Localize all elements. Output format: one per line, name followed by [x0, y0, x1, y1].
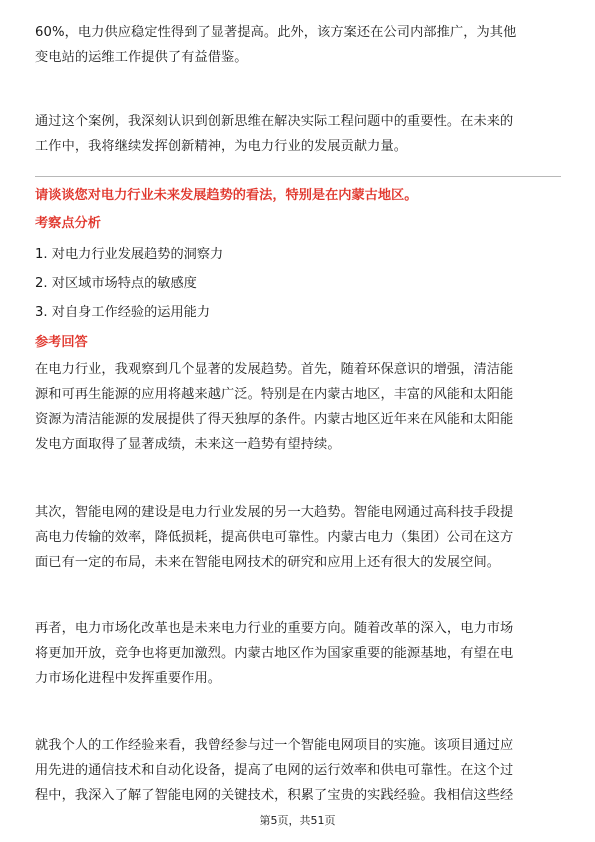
- text-line: 其次，智能电网的建设是电力行业发展的另一大趋势。智能电网通过高科技手段提: [35, 505, 514, 520]
- text-line: 发电方面取得了显著成绩，未来这一趋势有望持续。: [35, 437, 341, 452]
- text-line: 工作中，我将继续发挥创新精神，为电力行业的发展贡献力量。: [35, 139, 408, 154]
- text-line: 通过这个案例，我深刻认识到创新思维在解决实际工程问题中的重要性。在未来的: [35, 114, 514, 129]
- list-item: 1. 对电力行业发展趋势的洞察力: [35, 247, 224, 262]
- analysis-heading: 考察点分析: [35, 216, 101, 231]
- text-line: 面已有一定的布局，未来在智能电网技术的研究和应用上还有很大的发展空间。: [35, 555, 501, 570]
- answer-paragraph-2: [35, 500, 561, 575]
- analysis-points-list: [35, 240, 561, 327]
- page-number: 第5页，共51页: [259, 814, 336, 827]
- list-item: 2. 对区域市场特点的敏感度: [35, 276, 197, 291]
- section-divider: [35, 176, 561, 177]
- text-line: 就我个人的工作经验来看，我曾经参与过一个智能电网项目的实施。该项目通过应: [35, 738, 514, 753]
- text-line: 在电力行业，我观察到几个显著的发展趋势。首先，随着环保意识的增强，清洁能: [35, 362, 514, 377]
- text-line: 力市场化进程中发挥重要作用。: [35, 671, 222, 686]
- text-line: 资源为清洁能源的发展提供了得天独厚的条件。内蒙古地区近年来在风能和太阳能: [35, 412, 514, 427]
- text-line: 程中，我深入了解了智能电网的关键技术，积累了宝贵的实践经验。我相信这些经: [35, 788, 514, 803]
- list-item: 3. 对自身工作经验的运用能力: [35, 305, 211, 320]
- text-line: 用先进的通信技术和自动化设备，提高了电网的运行效率和供电可靠性。在这个过: [35, 763, 514, 778]
- answer-paragraph-1: [35, 357, 561, 457]
- text-line: 源和可再生能源的应用将越来越广泛。特别是在内蒙古地区，丰富的风能和太阳能: [35, 387, 514, 402]
- answer-paragraph-4: [35, 733, 561, 808]
- intro-paragraph-1: [35, 20, 561, 70]
- answer-paragraph-3: [35, 616, 561, 691]
- text-line: 变电站的运维工作提供了有益借鉴。: [35, 50, 248, 65]
- text-line: 将更加开放，竞争也将更加激烈。内蒙古地区作为国家重要的能源基地，有望在电: [35, 646, 514, 661]
- intro-paragraph-2: [35, 109, 561, 159]
- text-line: 高电力传输的效率，降低损耗，提高供电可靠性。内蒙古电力（集团）公司在这方: [35, 530, 514, 545]
- interview-question: 请谈谈您对电力行业未来发展趋势的看法，特别是在内蒙古地区。: [35, 188, 418, 203]
- text-line: 60%，电力供应稳定性得到了显著提高。此外，该方案还在公司内部推广，为其他: [35, 25, 517, 40]
- answer-heading: 参考回答: [35, 335, 88, 350]
- text-line: 再者，电力市场化改革也是未来电力行业的重要方向。随着改革的深入，电力市场: [35, 621, 514, 636]
